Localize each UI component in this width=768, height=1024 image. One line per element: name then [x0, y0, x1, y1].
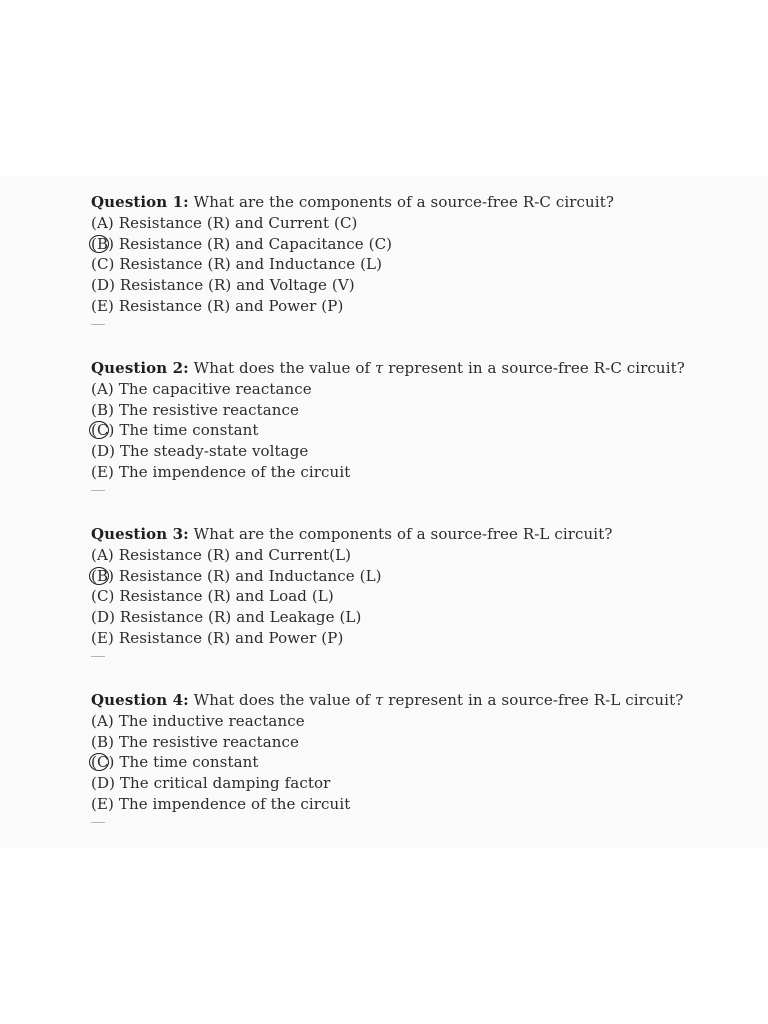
question-1-option-d[interactable] [91, 275, 731, 296]
option-letter: (E) [91, 628, 114, 647]
question-2 [91, 358, 731, 491]
question-2-label: Question 2: [91, 359, 189, 377]
question-3-text: What are the components of a source-free R-L circuit? [193, 525, 613, 543]
option-text: The time constant [119, 421, 259, 440]
question-4-option-a[interactable] [91, 711, 731, 732]
option-text: Resistance (R) and Power (P) [118, 628, 344, 647]
question-4-text-after: represent in a source-free R-L circuit? [383, 691, 684, 709]
separator-mark [91, 324, 105, 325]
option-text: Resistance (R) and Current (C) [118, 214, 358, 232]
option-text: Resistance (R) and Inductance (L) [119, 255, 383, 274]
option-text: The time constant [119, 753, 259, 772]
option-text: Resistance (R) and Current(L) [118, 546, 352, 564]
option-letter: (B) [91, 566, 115, 585]
option-text: Resistance (R) and Voltage (V) [119, 276, 355, 295]
question-3 [91, 524, 731, 657]
option-text: The inductive reactance [118, 712, 305, 730]
question-1-text: What are the components of a source-free R-C circuit? [193, 193, 614, 211]
question-3-option-c[interactable] [91, 586, 731, 607]
question-3-option-d[interactable] [91, 607, 731, 628]
option-letter: (C) [91, 421, 115, 440]
question-2-text-before: What does the value of [193, 359, 375, 377]
question-4-option-b[interactable] [91, 732, 731, 753]
option-text: Resistance (R) and Power (P) [118, 296, 344, 315]
question-2-option-c[interactable] [91, 420, 731, 441]
question-4-prompt [91, 690, 731, 711]
question-1-label: Question 1: [91, 193, 189, 211]
option-letter: (C) [91, 255, 115, 274]
question-4-option-d[interactable] [91, 773, 731, 794]
option-letter: (B) [91, 234, 115, 253]
question-3-option-b[interactable] [91, 566, 731, 587]
question-4-text-before: What does the value of [193, 691, 375, 709]
question-4-label: Question 4: [91, 691, 189, 709]
option-letter: (A) [91, 546, 114, 564]
separator-mark [91, 822, 105, 823]
option-letter: (A) [91, 380, 114, 398]
question-2-prompt [91, 358, 731, 379]
question-2-option-b[interactable] [91, 400, 731, 421]
question-2-option-a[interactable] [91, 379, 731, 400]
tau-symbol: τ [374, 691, 384, 709]
question-1-option-e[interactable] [91, 296, 731, 317]
option-text: Resistance (R) and Leakage (L) [119, 608, 362, 627]
question-4-option-c[interactable] [91, 752, 731, 773]
option-letter: (C) [91, 753, 115, 772]
separator-mark [91, 490, 105, 491]
option-letter: (E) [91, 296, 114, 315]
question-3-option-a[interactable] [91, 545, 731, 566]
option-letter: (B) [91, 400, 115, 419]
option-letter: (A) [91, 214, 114, 232]
option-letter: (D) [91, 276, 116, 295]
question-1 [91, 192, 731, 325]
option-text: The resistive reactance [118, 732, 300, 751]
option-letter: (D) [91, 608, 116, 627]
tau-symbol: τ [374, 359, 384, 377]
option-text: The impendence of the circuit [118, 462, 351, 481]
question-2-option-e[interactable] [91, 462, 731, 483]
option-letter: (B) [91, 732, 115, 751]
question-1-option-b[interactable] [91, 234, 731, 255]
option-text: The impendence of the circuit [118, 794, 351, 813]
separator-mark [91, 656, 105, 657]
question-1-prompt [91, 192, 731, 213]
option-letter: (E) [91, 462, 114, 481]
option-letter: (C) [91, 587, 115, 606]
option-text: The critical damping factor [119, 774, 331, 793]
question-3-label: Question 3: [91, 525, 189, 543]
option-letter: (D) [91, 774, 116, 793]
option-text: Resistance (R) and Inductance (L) [118, 566, 382, 585]
question-2-option-d[interactable] [91, 441, 731, 462]
question-2-text-after: represent in a source-free R-C circuit? [383, 359, 685, 377]
question-4 [91, 690, 731, 823]
option-text: Resistance (R) and Load (L) [119, 587, 334, 606]
option-text: The resistive reactance [118, 400, 300, 419]
option-letter: (A) [91, 712, 114, 730]
question-3-prompt [91, 524, 731, 545]
option-text: The steady-state voltage [119, 442, 309, 461]
option-text: Resistance (R) and Capacitance (C) [118, 234, 393, 253]
question-4-option-e[interactable] [91, 794, 731, 815]
option-text: The capacitive reactance [118, 380, 312, 398]
question-1-option-c[interactable] [91, 254, 731, 275]
question-3-option-e[interactable] [91, 628, 731, 649]
option-letter: (D) [91, 442, 116, 461]
option-letter: (E) [91, 794, 114, 813]
question-1-option-a[interactable] [91, 213, 731, 234]
